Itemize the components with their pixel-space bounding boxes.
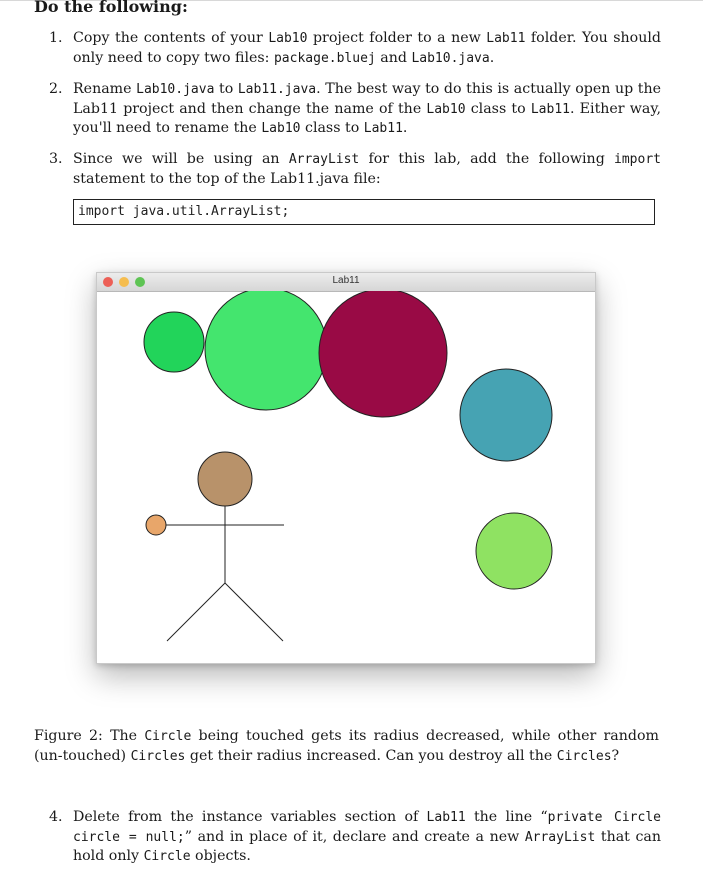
text-run: . bbox=[402, 120, 408, 136]
text-run: Delete from the instance variables section of bbox=[73, 809, 427, 825]
inline-code: ArrayList bbox=[288, 152, 360, 167]
text-run: Rename bbox=[73, 81, 137, 97]
inline-code: Lab11 bbox=[426, 810, 466, 825]
list-number: 1. bbox=[49, 30, 63, 46]
inline-code: Lab10.java bbox=[411, 50, 490, 66]
inline-code: package.bluej bbox=[273, 50, 376, 66]
list-text bbox=[73, 80, 661, 139]
list-number: 3. bbox=[49, 151, 63, 167]
text-run: objects. bbox=[190, 848, 251, 864]
stick-figure-right-leg bbox=[225, 583, 283, 641]
text-run: statement to the top of the Lab11.java file: bbox=[73, 170, 381, 187]
text-run: the line “ bbox=[465, 809, 548, 825]
inline-code: Lab11.java bbox=[237, 82, 317, 97]
inline-code: ArrayList bbox=[524, 829, 596, 845]
window-title: Lab11 bbox=[332, 275, 360, 286]
text-run: get their radius increased. Can you destroy all the bbox=[185, 747, 557, 764]
list-number: 4. bbox=[49, 809, 63, 825]
text-run: Copy the contents of your bbox=[73, 30, 269, 46]
maroon-circle[interactable] bbox=[319, 291, 447, 417]
inline-code: Circles bbox=[130, 748, 186, 764]
list-item-3 bbox=[49, 150, 661, 189]
inline-code: private Circle circle = null; bbox=[73, 810, 661, 845]
text-run: Since we will be using an bbox=[73, 151, 289, 167]
text-run: Figure 2: The bbox=[34, 728, 145, 744]
inline-code: Lab10 bbox=[426, 101, 466, 117]
inline-code: Lab10.java bbox=[136, 82, 215, 97]
text-run: being touched gets its radius decreased, while other random (un-touched) bbox=[34, 728, 659, 764]
drawing-canvas[interactable] bbox=[97, 291, 595, 663]
small-green-circle[interactable] bbox=[144, 312, 204, 372]
inline-code: import bbox=[614, 152, 661, 167]
inline-code: Lab10 bbox=[268, 31, 308, 46]
inline-code: Lab11 bbox=[530, 101, 570, 117]
list-text bbox=[73, 808, 661, 867]
text-run: to bbox=[214, 81, 238, 97]
light-green-circle[interactable] bbox=[476, 513, 552, 589]
teal-circle[interactable] bbox=[460, 369, 552, 461]
text-run: . The best way to do this is actually open up the Lab11 project and then change the name of the bbox=[73, 81, 661, 117]
text-run: for this lab, add the following bbox=[359, 151, 615, 167]
inline-code: Lab11 bbox=[363, 121, 403, 136]
large-green-circle[interactable] bbox=[205, 291, 327, 410]
inline-code: Circle bbox=[144, 729, 192, 744]
text-run: class to bbox=[300, 120, 364, 136]
app-window bbox=[96, 272, 596, 664]
stick-figure-left-leg bbox=[167, 583, 225, 641]
list-text bbox=[73, 29, 661, 68]
section-heading: Do the following: bbox=[34, 0, 188, 16]
inline-code: Circles bbox=[556, 748, 612, 764]
text-run: folder. You should only need to copy two files: bbox=[73, 30, 661, 66]
text-run: project folder to a new bbox=[307, 30, 487, 46]
stick-figure-hand[interactable] bbox=[146, 515, 166, 535]
code-snippet: import java.util.ArrayList; bbox=[73, 199, 655, 225]
figure-caption bbox=[34, 727, 659, 766]
text-run: and bbox=[375, 49, 412, 66]
window-titlebar[interactable] bbox=[97, 273, 595, 292]
list-text bbox=[73, 150, 661, 189]
list-number: 2. bbox=[49, 81, 63, 97]
list-item-2 bbox=[49, 80, 661, 139]
inline-code: Lab10 bbox=[261, 121, 301, 136]
text-run: ” and in place of it, declare and create a new bbox=[184, 828, 525, 845]
text-run: class to bbox=[465, 100, 531, 117]
list-item-1 bbox=[49, 29, 661, 68]
list-item-4 bbox=[49, 808, 661, 867]
text-run: that can hold only bbox=[73, 828, 661, 864]
text-run: . Either way, you'll need to rename the bbox=[73, 100, 662, 136]
inline-code: Circle bbox=[143, 849, 191, 864]
text-run: . bbox=[489, 49, 495, 66]
inline-code: Lab11 bbox=[486, 31, 526, 46]
stick-figure-head[interactable] bbox=[198, 452, 252, 506]
text-run: ? bbox=[611, 747, 620, 764]
